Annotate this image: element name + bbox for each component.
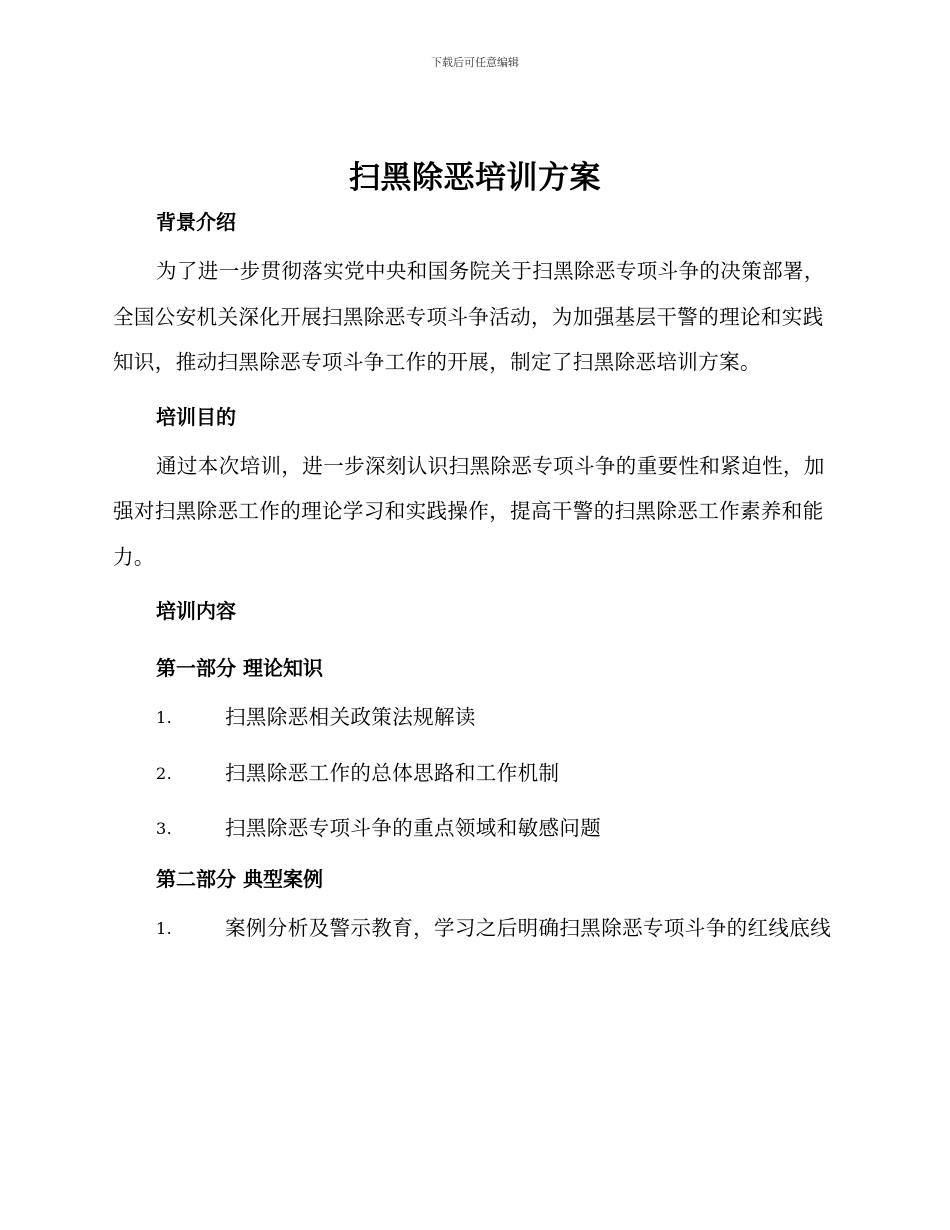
list-item: [113, 806, 835, 852]
purpose-paragraph: 通过本次培训，进一步深刻认识扫黑除恶专项斗争的重要性和紧迫性，加强对扫黑除恶工作的理论学习和实践操作，提高干警的扫黑除恶工作素养和能力。: [113, 453, 825, 569]
list-item-text: 扫黑除恶专项斗争的重点领域和敏感问题: [225, 816, 602, 840]
background-paragraph: 为了进一步贯彻落实党中央和国务院关于扫黑除恶专项斗争的决策部署，全国公安机关深化开展扫黑除恶专项斗争活动，为加强基层干警的理论和实践知识，推动扫黑除恶专项斗争工作的开展，制定了扫黑除恶培训方案。: [113, 259, 825, 374]
list-item: [113, 695, 835, 741]
header-note: 下载后可任意编辑: [431, 56, 519, 69]
list-item-text: 扫黑除恶工作的总体思路和工作机制: [225, 760, 560, 785]
section-heading-purpose: 培训目的: [156, 404, 236, 429]
document-title: 扫黑除恶培训方案: [349, 160, 601, 196]
list-item-number: 3.: [156, 819, 173, 838]
document-body: [113, 205, 835, 951]
list-item: [113, 751, 835, 797]
list-item-text: 扫黑除恶相关政策法规解读: [225, 705, 476, 729]
list-item-number: 1.: [156, 708, 173, 727]
list-item: [113, 906, 835, 952]
list-item-text: 案例分析及警示教育，学习之后明确扫黑除恶专项斗争的红线底线: [225, 915, 832, 940]
section-heading-background: 背景介绍: [156, 210, 236, 234]
section-heading-content: 培训内容: [156, 599, 236, 623]
list-item-number: 2.: [156, 763, 173, 783]
section-heading-part2: 第二部分 典型案例: [156, 866, 323, 891]
section-heading-part1: 第一部分 理论知识: [156, 656, 323, 680]
list-item-number: 1.: [156, 918, 173, 938]
